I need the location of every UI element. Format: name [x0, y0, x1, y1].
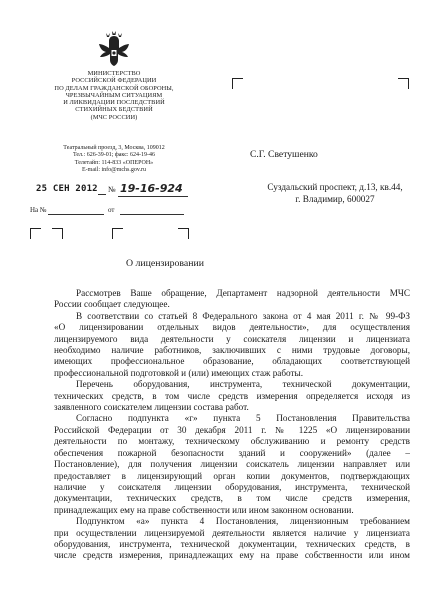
body-line: наличие у соискателя лицензии оборудования, инструмента, технической: [54, 481, 410, 492]
body-line: деятельности по монтажу, техническому обслуживанию и ремонту средств: [54, 436, 410, 447]
underline: [118, 196, 188, 197]
body-line: Согласно подпункта «г» пункта 5 Постановления Правительства: [76, 413, 410, 424]
organization-contacts: [46, 145, 182, 174]
contact-email: E-mail: info@mchs.gov.ru: [82, 166, 146, 173]
body-line: профессиональной подготовкой и (или) имеющих стаж работы.: [54, 367, 303, 378]
body-line: Подпунктом «а» пункта 4 Постановления, лицензионным требованием: [76, 516, 410, 527]
body-line: документации, технических средств, в том числе средств измерения,: [54, 493, 410, 504]
underline: [98, 194, 106, 195]
date-number-row: [36, 184, 186, 198]
body-line: Перечень оборудования, инструмента, технической документации,: [76, 379, 410, 390]
coat-of-arms-emblem-icon: [97, 30, 131, 68]
org-line: И ЛИКВИДАЦИИ ПОСЛЕДСТВИЙ: [63, 99, 165, 107]
addressee-name: С.Г. Светушенко: [250, 149, 318, 160]
corner-mark: [112, 228, 123, 239]
body-line: обеспечения пожарной безопасности зданий и сооружений» (далее –: [54, 447, 410, 458]
corner-mark: [232, 78, 243, 89]
ot-label: от: [108, 206, 115, 214]
organization-name: [44, 70, 184, 121]
body-line: лицензируемого вида деятельности у соискателя лицензии и лицензиата: [54, 333, 410, 344]
body-line: числе средств измерения, принадлежащих ему на праве собственности или ином: [54, 550, 410, 561]
contact-address: Театральный проезд, 3, Москва, 109012: [63, 145, 165, 151]
org-line: МИНИСТЕРСТВО: [87, 70, 141, 77]
number-sign: №: [108, 185, 116, 194]
org-line: ПО ДЕЛАМ ГРАЖДАНСКОЙ ОБОРОНЫ,: [54, 84, 174, 92]
body-line: предоставляет в лицензирующий орган копии документов, подтверждающих: [54, 470, 410, 481]
body-line: принадлежащих ему на праве собственности или ином законном основании.: [54, 504, 354, 515]
body-line: заявленного соискателем лицензии состава работ.: [54, 402, 249, 413]
body-line: оборудования, инструмента, технической документации, технических средств, в: [54, 538, 410, 549]
body-line: Постановление), для получения лицензии соискатель лицензии направляет или: [54, 459, 410, 470]
body-line: при осуществлении лицензируемой деятельности является наличие у лицензиата: [54, 527, 410, 538]
date-stamp: 25 СЕН 2012: [36, 184, 98, 194]
underline: [120, 214, 184, 215]
body-line: имеющих профессиональное образование, обладающих соответствующей: [54, 356, 410, 367]
org-line: СТИХИЙНЫХ БЕДСТВИЙ: [75, 106, 153, 114]
body-line: технических средств, в том числе средств измерения определяется исходя из: [54, 390, 410, 401]
body-line: «О лицензировании отдельных видов деятельности», для осуществления: [54, 322, 410, 333]
letter-subject: О лицензировании: [126, 258, 204, 269]
org-line: (МЧС РОССИИ): [90, 113, 138, 121]
body-line: Рассмотрев Ваше обращение, Департамент надзорной деятельности МЧС: [76, 288, 410, 298]
corner-mark: [398, 78, 409, 89]
na-label: На №: [30, 206, 47, 214]
contact-phone: Тел.: 626-39-01; факс: 624-19-46: [72, 152, 156, 159]
body-line: Российской Федерации от 30 декабря 2011 г. № 1225 «О лицензировании: [54, 424, 410, 435]
underline: [48, 214, 104, 215]
body-line: В соответствии со статьей 8 Федерального закона от 4 мая 2011 г. № 99-ФЗ: [76, 310, 410, 321]
corner-mark: [178, 228, 189, 239]
org-line: ЧРЕЗВЫЧАЙНЫМ СИТУАЦИЯМ: [65, 91, 163, 99]
body-line: России сообщает следующее.: [54, 299, 170, 310]
corner-mark: [30, 228, 41, 239]
addressee-address: [250, 182, 420, 205]
registration-number: 19-16-924: [120, 182, 183, 195]
org-line: РОССИЙСКОЙ ФЕДЕРАЦИИ: [71, 77, 157, 85]
corner-mark: [52, 228, 63, 239]
letter-body: [54, 288, 410, 562]
address-line: г. Владимир, 600027: [295, 193, 375, 204]
address-line: Суздальский проспект, д.13, кв.44,: [267, 182, 403, 192]
contact-teletype: Телетайп: 114-833 «ОПЕРОН»: [74, 159, 154, 166]
reference-row: [30, 206, 190, 216]
body-line: необходимо наличие работников, заключивших с ними трудовые договоры,: [54, 345, 410, 356]
